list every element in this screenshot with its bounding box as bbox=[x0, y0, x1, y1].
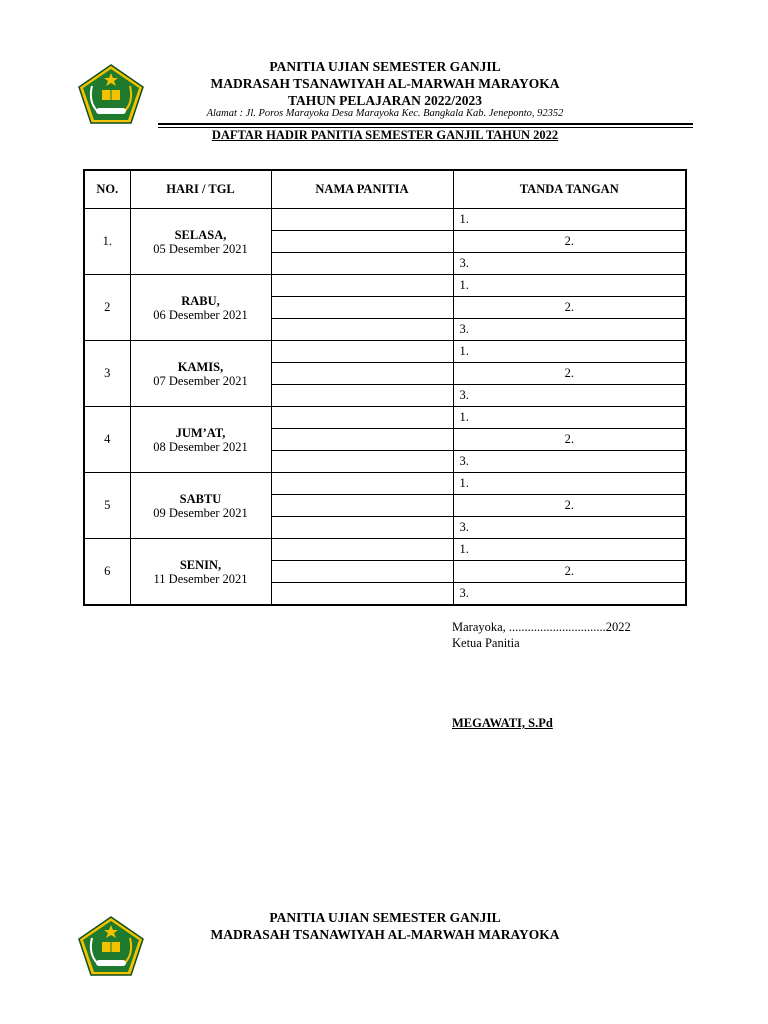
signature-place-date: Marayoka, ...............................2022 bbox=[452, 620, 631, 634]
signature-slot-3[interactable]: 3. bbox=[453, 517, 686, 539]
signature-slot-1[interactable]: 1. bbox=[453, 341, 686, 363]
row-number: 6 bbox=[84, 539, 130, 606]
letterhead bbox=[160, 58, 610, 109]
committee-name-field[interactable] bbox=[271, 297, 453, 319]
day-date-cell bbox=[130, 341, 271, 407]
table-row bbox=[84, 539, 686, 561]
day-name: KAMIS, bbox=[177, 359, 224, 374]
signature-slot-2[interactable]: 2. bbox=[453, 429, 686, 451]
row-number: 4 bbox=[84, 407, 130, 473]
col-header-name: NAMA PANITIA bbox=[271, 170, 453, 209]
committee-name-field[interactable] bbox=[271, 429, 453, 451]
committee-name-field[interactable] bbox=[271, 253, 453, 275]
signature-slot-1[interactable]: 1. bbox=[453, 275, 686, 297]
letterhead-page-2-line-1: PANITIA UJIAN SEMESTER GANJIL bbox=[269, 910, 501, 925]
day-name: SELASA, bbox=[174, 227, 227, 242]
day-date: 09 Desember 2021 bbox=[153, 505, 248, 520]
signature-role: Ketua Panitia bbox=[452, 636, 520, 650]
table-row bbox=[84, 341, 686, 363]
committee-name-field[interactable] bbox=[271, 473, 453, 495]
signature-slot-3[interactable]: 3. bbox=[453, 385, 686, 407]
day-name: SENIN, bbox=[179, 557, 222, 572]
table-row bbox=[84, 209, 686, 231]
row-number: 2 bbox=[84, 275, 130, 341]
signature-slot-1[interactable]: 1. bbox=[453, 407, 686, 429]
signature-slot-3[interactable]: 3. bbox=[453, 319, 686, 341]
col-header-day: HARI / TGL bbox=[130, 170, 271, 209]
kemenag-emblem-icon bbox=[78, 916, 144, 976]
col-header-no: NO. bbox=[84, 170, 130, 209]
signature-slot-1[interactable]: 1. bbox=[453, 539, 686, 561]
signature-slot-1[interactable]: 1. bbox=[453, 473, 686, 495]
document-title: DAFTAR HADIR PANITIA SEMESTER GANJIL TAHUN 2022 bbox=[211, 128, 559, 142]
letterhead-page-2-line-2: MADRASAH TSANAWIYAH AL-MARWAH MARAYOKA bbox=[210, 927, 560, 942]
table-row bbox=[84, 275, 686, 297]
day-date: 11 Desember 2021 bbox=[153, 571, 248, 586]
committee-name-field[interactable] bbox=[271, 319, 453, 341]
letterhead-address: Alamat : Jl. Poros Marayoka Desa Marayoka Kec. Bangkala Kab. Jeneponto, 92352 bbox=[206, 108, 564, 119]
signature-slot-2[interactable]: 2. bbox=[453, 495, 686, 517]
day-date: 07 Desember 2021 bbox=[153, 373, 248, 388]
letterhead-line-3: TAHUN PELAJARAN 2022/2023 bbox=[287, 93, 482, 108]
day-name: JUM’AT, bbox=[175, 425, 226, 440]
letterhead-page-2 bbox=[160, 909, 610, 943]
committee-name-field[interactable] bbox=[271, 561, 453, 583]
col-header-signature: TANDA TANGAN bbox=[453, 170, 686, 209]
day-name: SABTU bbox=[179, 491, 222, 506]
row-number: 3 bbox=[84, 341, 130, 407]
institution-logo bbox=[78, 64, 144, 124]
signature-slot-2[interactable]: 2. bbox=[453, 363, 686, 385]
row-number: 5 bbox=[84, 473, 130, 539]
committee-name-field[interactable] bbox=[271, 539, 453, 561]
day-date: 08 Desember 2021 bbox=[153, 439, 248, 454]
signature-slot-2[interactable]: 2. bbox=[453, 231, 686, 253]
signer-name: MEGAWATI, S.Pd bbox=[452, 716, 553, 730]
committee-name-field[interactable] bbox=[271, 517, 453, 539]
signature-slot-2[interactable]: 2. bbox=[453, 297, 686, 319]
header-rule-thick bbox=[158, 123, 693, 125]
day-date: 06 Desember 2021 bbox=[153, 307, 248, 322]
day-date-cell bbox=[130, 407, 271, 473]
day-date: 05 Desember 2021 bbox=[153, 241, 248, 256]
committee-name-field[interactable] bbox=[271, 363, 453, 385]
committee-name-field[interactable] bbox=[271, 583, 453, 606]
kemenag-emblem-icon bbox=[78, 64, 144, 124]
committee-name-field[interactable] bbox=[271, 407, 453, 429]
committee-name-field[interactable] bbox=[271, 385, 453, 407]
signature-slot-3[interactable]: 3. bbox=[453, 451, 686, 473]
table-row bbox=[84, 407, 686, 429]
letterhead-line-1: PANITIA UJIAN SEMESTER GANJIL bbox=[269, 59, 501, 74]
letterhead-line-2: MADRASAH TSANAWIYAH AL-MARWAH MARAYOKA bbox=[210, 76, 560, 91]
committee-name-field[interactable] bbox=[271, 495, 453, 517]
committee-name-field[interactable] bbox=[271, 231, 453, 253]
signature-slot-3[interactable]: 3. bbox=[453, 583, 686, 606]
day-date-cell bbox=[130, 209, 271, 275]
table-header-row bbox=[84, 170, 686, 209]
day-date-cell bbox=[130, 539, 271, 606]
day-date-cell bbox=[130, 473, 271, 539]
row-number: 1. bbox=[84, 209, 130, 275]
institution-logo-page-2 bbox=[78, 916, 144, 976]
committee-name-field[interactable] bbox=[271, 209, 453, 231]
committee-name-field[interactable] bbox=[271, 451, 453, 473]
committee-name-field[interactable] bbox=[271, 275, 453, 297]
attendance-table bbox=[83, 169, 687, 606]
table-row bbox=[84, 473, 686, 495]
signature-slot-1[interactable]: 1. bbox=[453, 209, 686, 231]
signature-slot-3[interactable]: 3. bbox=[453, 253, 686, 275]
day-name: RABU, bbox=[181, 293, 220, 308]
day-date-cell bbox=[130, 275, 271, 341]
committee-name-field[interactable] bbox=[271, 341, 453, 363]
signature-slot-2[interactable]: 2. bbox=[453, 561, 686, 583]
